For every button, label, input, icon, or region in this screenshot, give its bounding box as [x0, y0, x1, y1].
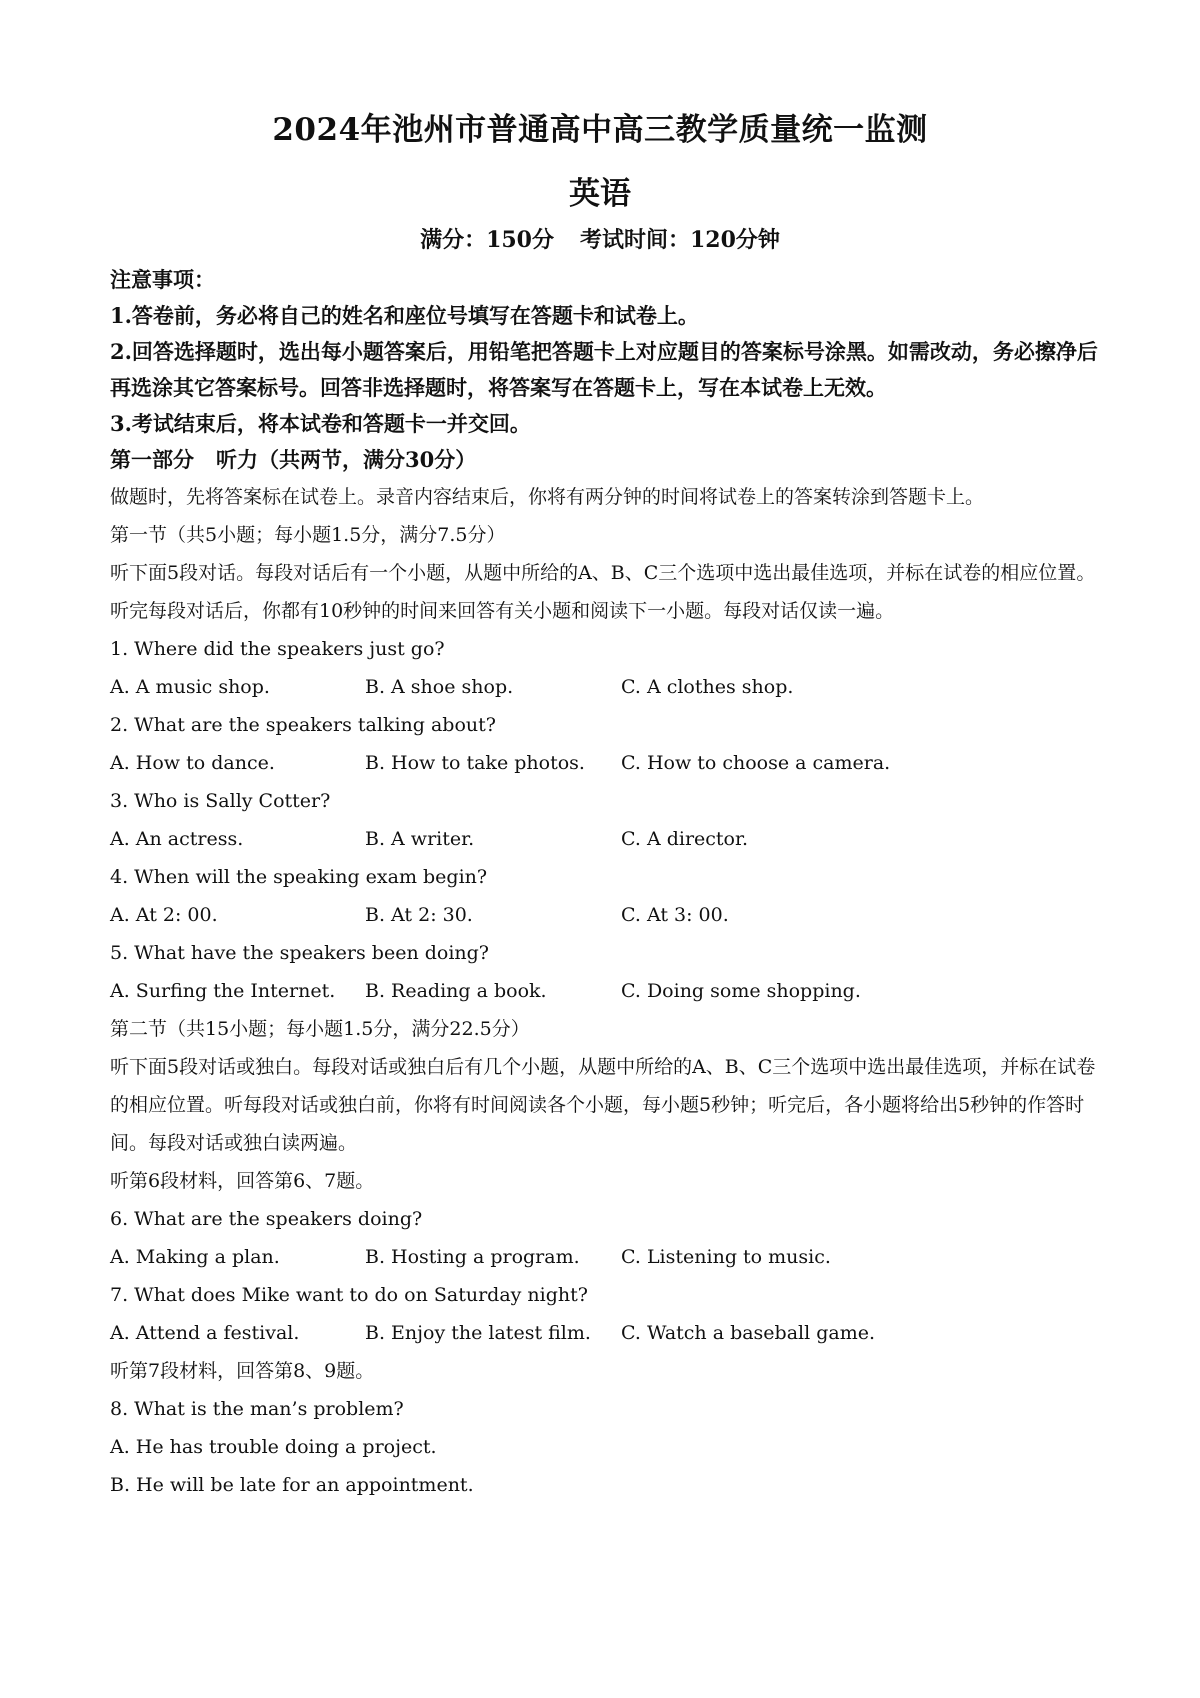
notice-item-1: 1.答卷前，务必将自己的姓名和座位号填写在答题卡和试卷上。: [110, 303, 699, 328]
option-b: B. Reading a book.: [365, 980, 547, 1002]
option-c: C. At 3: 00.: [621, 904, 729, 926]
option-c: C. How to choose a camera.: [621, 752, 891, 774]
option-c: C. A director.: [621, 828, 749, 850]
material-6-note: 听第6段材料，回答第6、7题。: [110, 1170, 375, 1192]
question-stem: 6. What are the speakers doing?: [110, 1208, 423, 1230]
notice-item-2: 2.回答选择题时，选出每小题答案后，用铅笔把答题卡上对应题目的答案标号涂黑。如需改动，务必擦净后再选涂其它答案标号。回答非选择题时，将答案写在答题卡上，写在本试卷上无效。: [110, 339, 1098, 400]
question-stem: 3. Who is Sally Cotter?: [110, 790, 331, 812]
question-options: [110, 1238, 1100, 1276]
part1-instruction: 做题时，先将答案标在试卷上。录音内容结束后，你将有两分钟的时间将试卷上的答案转涂到答题卡上。: [110, 486, 985, 508]
exam-body: [110, 262, 1100, 1504]
question-options: [110, 1314, 1100, 1352]
option-b: B. Enjoy the latest film.: [365, 1322, 591, 1344]
question-stem: 2. What are the speakers talking about?: [110, 714, 496, 736]
option-b: B. At 2: 30.: [365, 904, 473, 926]
subject-title: 英语: [569, 176, 631, 212]
exam-title: 2024年池州市普通高中高三教学质量统一监测: [272, 112, 928, 148]
option-a: A. He has trouble doing a project.: [110, 1436, 437, 1458]
part1-heading: [110, 442, 1100, 478]
score-time-line: [0, 223, 1200, 254]
option-a: A. How to dance.: [110, 752, 275, 774]
option-b: B. How to take photos.: [365, 752, 585, 774]
question-stem: 5. What have the speakers been doing?: [110, 942, 489, 964]
option-c: C. Watch a baseball game.: [621, 1322, 876, 1344]
question-stem: 1. Where did the speakers just go?: [110, 638, 445, 660]
question-stem: 4. When will the speaking exam begin?: [110, 866, 488, 888]
option-a: A. An actress.: [110, 828, 244, 850]
question-stem: 8. What is the man’s problem?: [110, 1398, 404, 1420]
question-options: [110, 972, 1100, 1010]
option-b: B. A shoe shop.: [365, 676, 514, 698]
option-c: C. Listening to music.: [621, 1246, 831, 1268]
option-a: A. At 2: 00.: [110, 904, 218, 926]
full-score: 满分：150分: [420, 227, 554, 253]
section2-heading: 第二节（共15小题；每小题1.5分，满分22.5分）: [110, 1018, 530, 1040]
part1-heading-label: 第一部分: [110, 447, 194, 472]
section1-instruction: 听下面5段对话。每段对话后有一个小题，从题中所给的A、B、C三个选项中选出最佳选项，并标在试卷的相应位置。听完每段对话后，你都有10秒钟的时间来回答有关小题和阅读下一小题。每段对话仅读一遍。: [110, 562, 1096, 622]
option-c: C. A clothes shop.: [621, 676, 794, 698]
question-options: [110, 820, 1100, 858]
option-b: B. He will be late for an appointment.: [110, 1474, 474, 1496]
question-options: [110, 668, 1100, 706]
question-stem: 7. What does Mike want to do on Saturday night?: [110, 1284, 588, 1306]
question-options: [110, 896, 1100, 934]
material-7-note: 听第7段材料，回答第8、9题。: [110, 1360, 375, 1382]
section2-instruction: 听下面5段对话或独白。每段对话或独白后有几个小题，从题中所给的A、B、C三个选项中选出最佳选项，并标在试卷的相应位置。听每段对话或独白前，你将有时间阅读各个小题，每小题5秒钟；听完后，各小题将给出5秒钟的作答时间。每段对话或独白读两遍。: [110, 1056, 1096, 1154]
exam-duration: 考试时间：120分钟: [580, 227, 780, 253]
option-a: A. Attend a festival.: [110, 1322, 300, 1344]
option-a: A. A music shop.: [110, 676, 270, 698]
option-b: B. Hosting a program.: [365, 1246, 580, 1268]
option-b: B. A writer.: [365, 828, 475, 850]
option-a: A. Surfing the Internet.: [110, 980, 336, 1002]
option-a: A. Making a plan.: [110, 1246, 280, 1268]
option-c: C. Doing some shopping.: [621, 980, 861, 1002]
notice-item-3: 3.考试结束后，将本试卷和答题卡一并交回。: [110, 411, 531, 436]
question-options: [110, 744, 1100, 782]
notice-heading: 注意事项：: [110, 267, 215, 292]
section1-heading: 第一节（共5小题；每小题1.5分，满分7.5分）: [110, 524, 506, 546]
part1-heading-detail: 听力（共两节，满分30分）: [216, 447, 477, 472]
